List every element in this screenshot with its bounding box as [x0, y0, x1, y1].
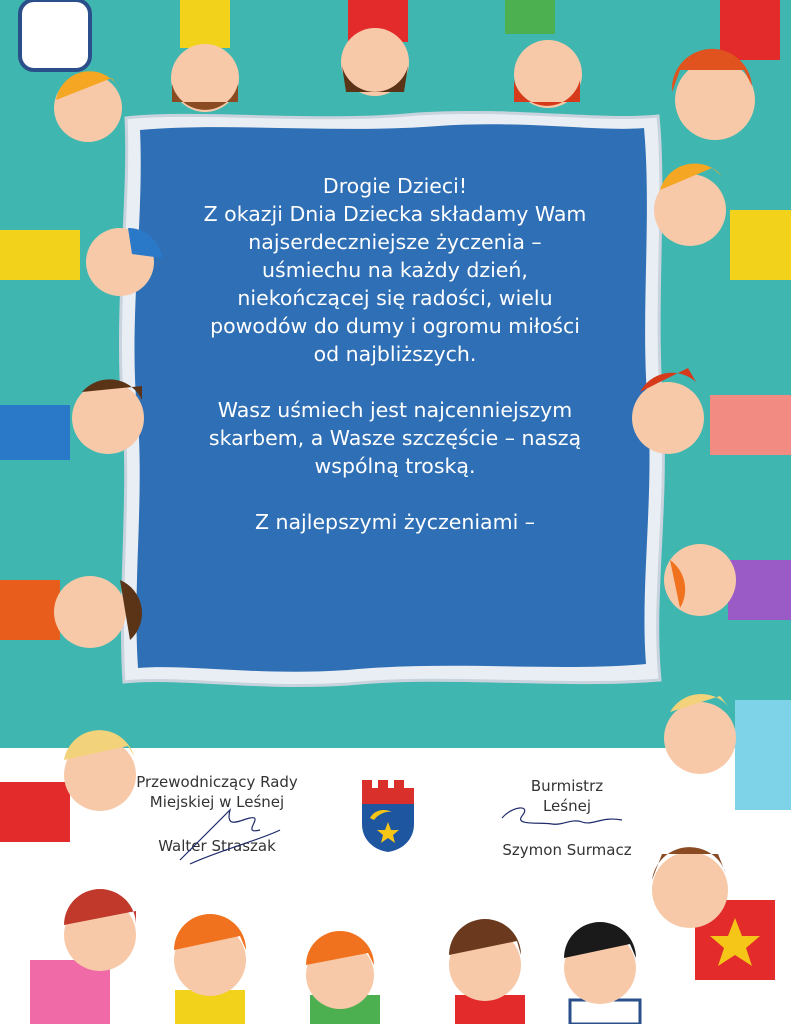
signature-name: Szymon Surmacz [502, 841, 632, 859]
greeting-line: wspólną troską. [314, 454, 476, 478]
paragraph-gap [160, 480, 630, 508]
greeting-title: Drogie Dzieci! [322, 174, 468, 198]
greeting-line: skarbem, a Wasze szczęście – naszą [208, 426, 582, 450]
paragraph-gap [160, 368, 630, 396]
greeting-line: powodów do dumy i ogromu miłości [210, 314, 580, 338]
signature-icon [170, 800, 290, 870]
child-figure [30, 889, 136, 1024]
child-figure [564, 922, 640, 1024]
child-figure [449, 919, 525, 1024]
child-figure [306, 931, 380, 1024]
signature-name: Walter Straszak [158, 837, 276, 855]
signature-role: Burmistrz [530, 777, 604, 795]
child-figure [174, 914, 246, 1024]
greeting-line: Wasz uśmiech jest najcenniejszym [217, 398, 573, 422]
signature-role: Przewodniczący Rady [136, 773, 298, 791]
signature-role: Leśnej [542, 797, 592, 815]
child-figure [652, 847, 775, 980]
municipal-crest-icon [360, 778, 416, 854]
greeting-closing: Z najlepszymi życzeniami – [254, 510, 536, 534]
greeting-line: od najbliższych. [313, 342, 477, 366]
signature-icon [492, 796, 632, 836]
greeting-line: niekończącej się radości, wielu [237, 286, 553, 310]
greeting-message [160, 172, 630, 536]
greeting-line: Z okazji Dnia Dziecka składamy Wam [203, 202, 587, 226]
greeting-line: uśmiechu na każdy dzień, [262, 258, 528, 282]
signature-role: Miejskiej w Leśnej [149, 793, 285, 811]
greeting-line: najserdeczniejsze życzenia – [248, 230, 542, 254]
